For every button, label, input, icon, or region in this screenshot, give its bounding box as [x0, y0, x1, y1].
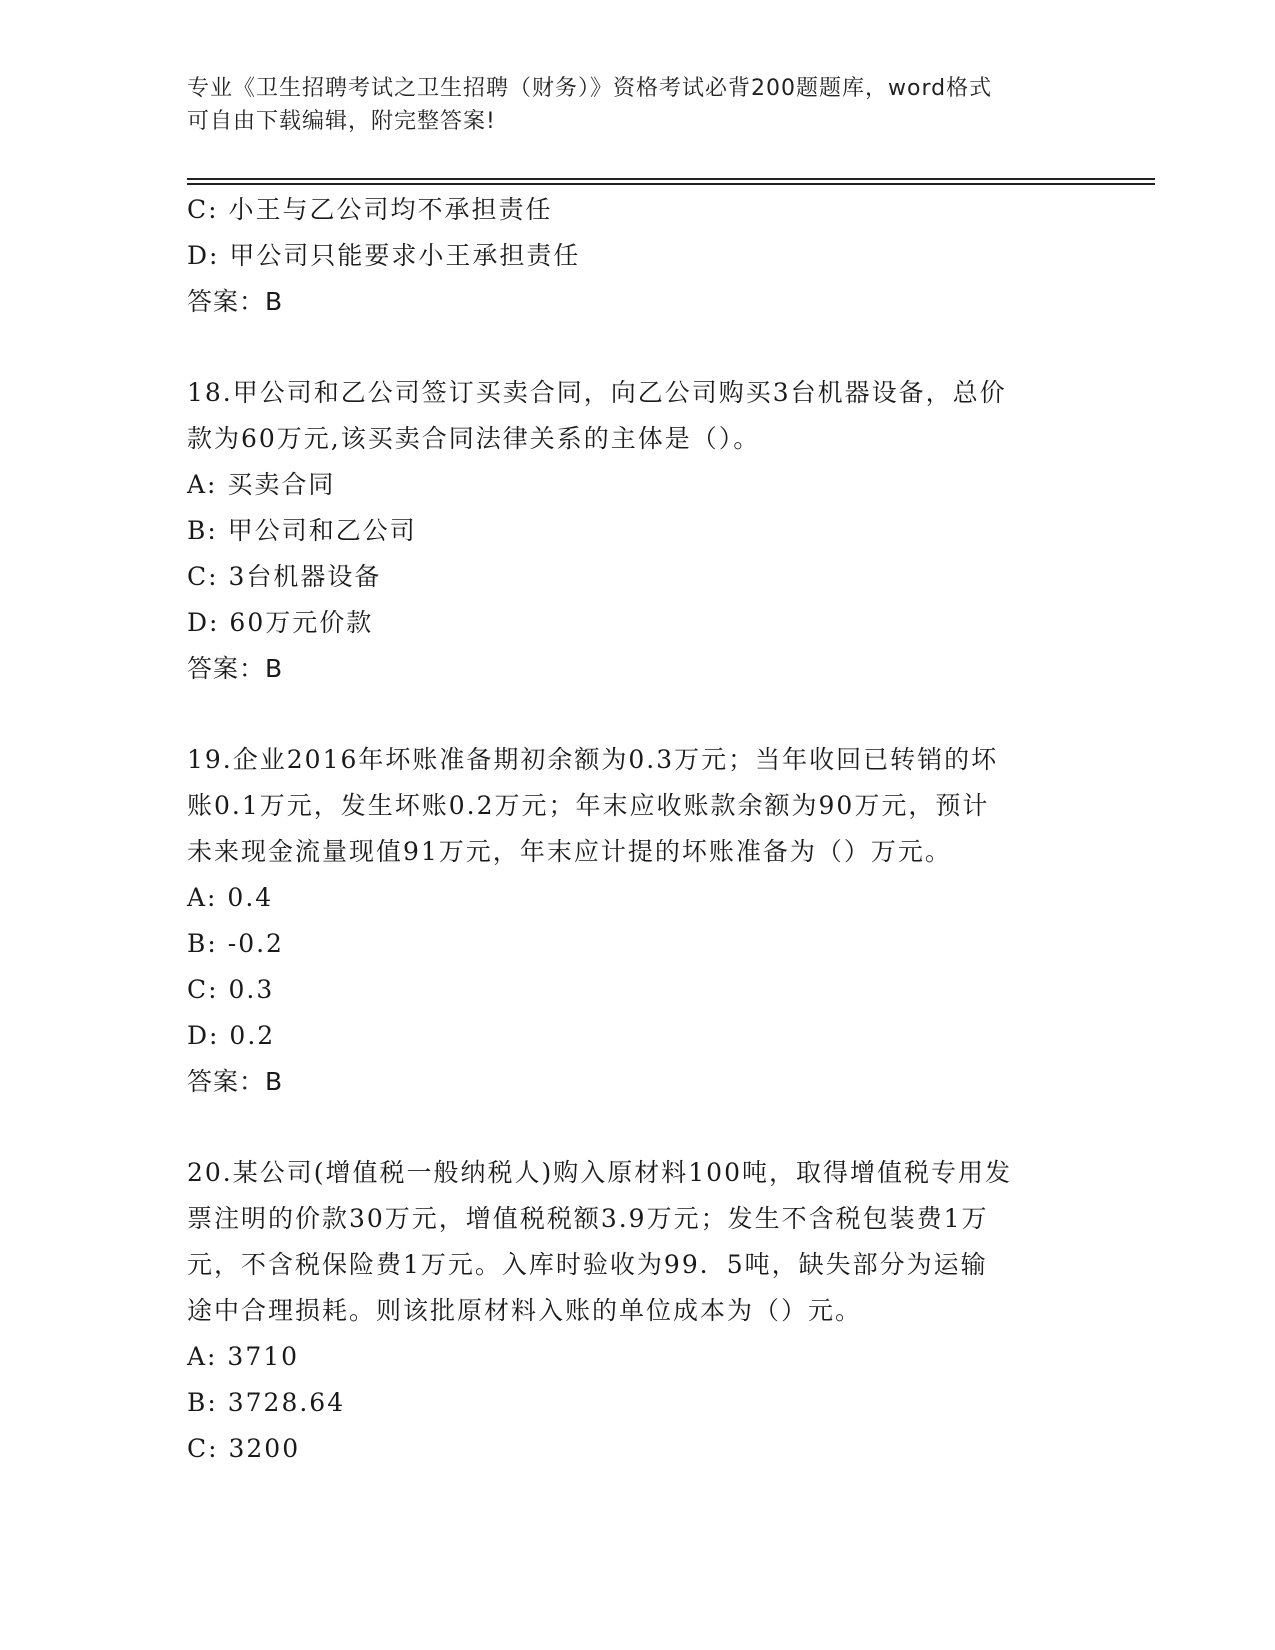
question-stem-line: 账0.1万元，发生坏账0.2万元；年末应收账款余额为90万元，预计	[187, 791, 990, 820]
question-spacer	[187, 325, 1087, 370]
header-title-line-2: 可自由下载编辑，附完整答案!	[187, 109, 496, 134]
option-d: D: 甲公司只能要求小王承担责任	[187, 241, 581, 270]
question-spacer	[187, 692, 1087, 737]
question-stem-line: 20.某公司(增值税一般纳税人)购入原材料100吨，取得增值税专用发	[187, 1158, 1012, 1187]
answer-line: 答案：B	[187, 654, 284, 683]
question-stem-line: 元，不含税保险费1万元。入库时验收为99．5吨，缺失部分为运输	[187, 1250, 988, 1279]
header-rule-top	[187, 178, 1155, 180]
question-20	[187, 1150, 1087, 1472]
document-header	[187, 72, 1067, 138]
answer-line: 答案：B	[187, 1067, 284, 1096]
option-c: C: 3200	[187, 1434, 301, 1463]
option-b: B: 3728.64	[187, 1388, 346, 1417]
answer-line: 答案：B	[187, 287, 284, 316]
question-18	[187, 370, 1087, 692]
option-a: A: 买卖合同	[187, 470, 336, 499]
question-stem-line: 未来现金流量现值91万元，年末应计提的坏账准备为（）万元。	[187, 837, 952, 866]
document-body	[187, 187, 1087, 1472]
option-d: D: 0.2	[187, 1021, 276, 1050]
question-19	[187, 737, 1087, 1105]
question-stem-line: 票注明的价款30万元，增值税税额3.9万元；发生不含税包装费1万	[187, 1204, 989, 1233]
question-stem-line: 19.企业2016年坏账准备期初余额为0.3万元；当年收回已转销的坏	[187, 745, 999, 774]
option-b: B: 甲公司和乙公司	[187, 516, 417, 545]
question-17-tail	[187, 187, 1087, 325]
option-c: C: 0.3	[187, 975, 275, 1004]
option-b: B: -0.2	[187, 929, 284, 958]
question-stem-line: 款为60万元,该买卖合同法律关系的主体是（）。	[187, 424, 761, 453]
question-spacer	[187, 1105, 1087, 1150]
option-a: A: 3710	[187, 1342, 300, 1371]
header-title-line-1: 专业《卫生招聘考试之卫生招聘（财务）》资格考试必背200题题库，word格式	[187, 76, 993, 101]
option-a: A: 0.4	[187, 883, 274, 912]
option-d: D: 60万元价款	[187, 608, 374, 637]
question-stem-line: 18.甲公司和乙公司签订买卖合同，向乙公司购买3台机器设备，总价	[187, 378, 1007, 407]
option-c: C: 小王与乙公司均不承担责任	[187, 195, 553, 224]
header-rule-bottom	[187, 183, 1155, 185]
option-c: C: 3台机器设备	[187, 562, 382, 591]
question-stem-line: 途中合理损耗。则该批原材料入账的单位成本为（）元。	[187, 1296, 863, 1325]
